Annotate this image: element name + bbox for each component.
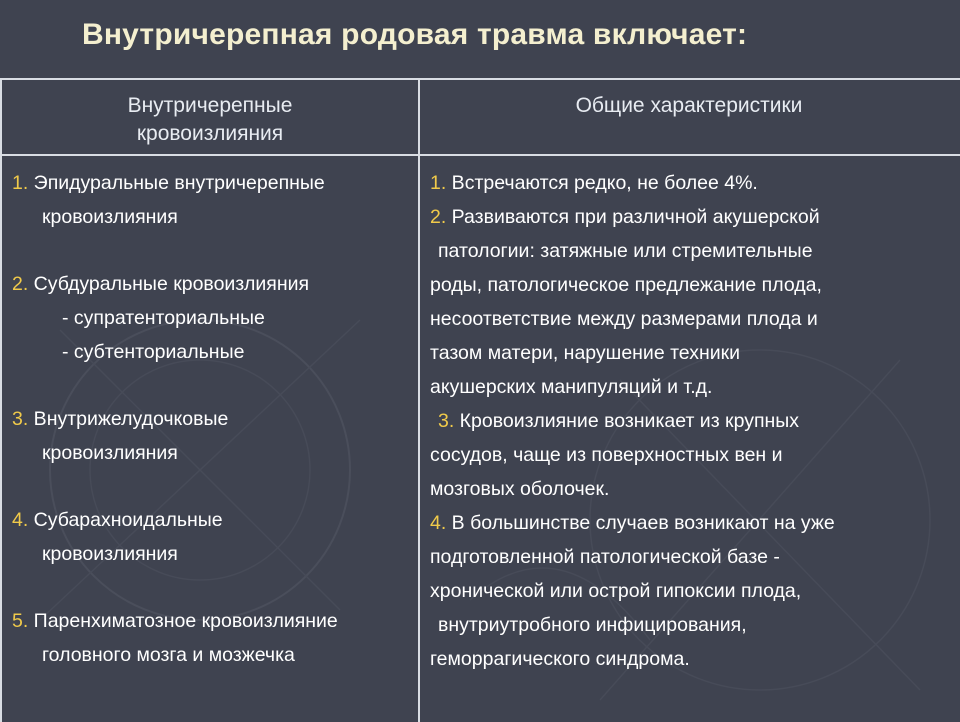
item-number: 2. — [430, 206, 447, 228]
item-text: подготовленной патологической базе - — [430, 546, 780, 568]
content-table — [0, 78, 960, 722]
item-text: Развиваются при различной акушерской — [446, 206, 820, 228]
item-text: геморрагического синдрома. — [430, 648, 690, 670]
item-text: кровоизлияния — [42, 442, 178, 464]
item-text: несоответствие между размерами плода и — [430, 308, 818, 330]
header-general-characteristics — [420, 92, 958, 120]
list-item — [430, 404, 955, 506]
header-left-line2: кровоизлияния — [136, 122, 284, 145]
item-text: головного мозга и мозжечка — [42, 644, 295, 666]
item-number: 2. — [12, 273, 29, 295]
list-item — [12, 503, 412, 571]
header-divider — [0, 154, 960, 156]
item-number: 1. — [430, 172, 447, 194]
item-text: кровоизлияния — [42, 206, 178, 228]
item-text: патологии: затяжные или стремительные — [438, 240, 813, 262]
item-number: 1. — [12, 172, 29, 194]
item-text: мозговых оболочек. — [430, 478, 610, 500]
list-item — [430, 200, 955, 404]
item-text: Паренхиматозное кровоизлияние — [28, 610, 338, 632]
header-right-text: Общие характеристики — [575, 94, 803, 117]
item-text: В большинстве случаев возникают на уже — [446, 512, 835, 534]
item-text: Внутрижелудочковые — [28, 408, 229, 430]
item-text: тазом матери, нарушение техники — [430, 342, 741, 364]
characteristics-cell — [430, 166, 955, 676]
item-number: 5. — [12, 610, 29, 632]
item-text: роды, патологическое предлежание плода, — [430, 274, 822, 296]
item-text: Эпидуральные внутричерепные — [28, 172, 325, 194]
header-intracranial-hemorrhages — [2, 92, 418, 148]
list-item — [12, 166, 412, 234]
item-text: хронической или острой гипоксии плода, — [430, 580, 802, 602]
item-text: акушерских манипуляций и т.д. — [430, 376, 713, 398]
hemorrhage-types-cell — [12, 166, 412, 672]
item-number: 3. — [12, 408, 29, 430]
subitem-text: - субтенториальные — [62, 341, 245, 363]
item-text: Субарахноидальные — [28, 509, 223, 531]
list-item — [12, 267, 412, 369]
list-item — [430, 506, 955, 676]
item-number: 4. — [430, 512, 447, 534]
list-item — [12, 604, 412, 672]
item-text: кровоизлияния — [42, 543, 178, 565]
table-left-border — [0, 80, 2, 722]
item-number: 4. — [12, 509, 29, 531]
item-number: 3. — [438, 410, 455, 432]
list-item — [12, 402, 412, 470]
item-text: Кровоизлияние возникает из крупных — [454, 410, 800, 432]
item-text: Субдуральные кровоизлияния — [28, 273, 310, 295]
page-title: Внутричерепная родовая травма включает: — [82, 18, 748, 51]
subitem-text: - супратенториальные — [62, 307, 265, 329]
item-text: внутриутробного инфицирования, — [438, 614, 747, 636]
list-item — [430, 166, 955, 200]
header-left-line1: Внутричерепные — [127, 94, 293, 117]
item-text: Встречаются редко, не более 4%. — [446, 172, 758, 194]
column-divider — [418, 80, 420, 722]
item-text: сосудов, чаще из поверхностных вен и — [430, 444, 783, 466]
